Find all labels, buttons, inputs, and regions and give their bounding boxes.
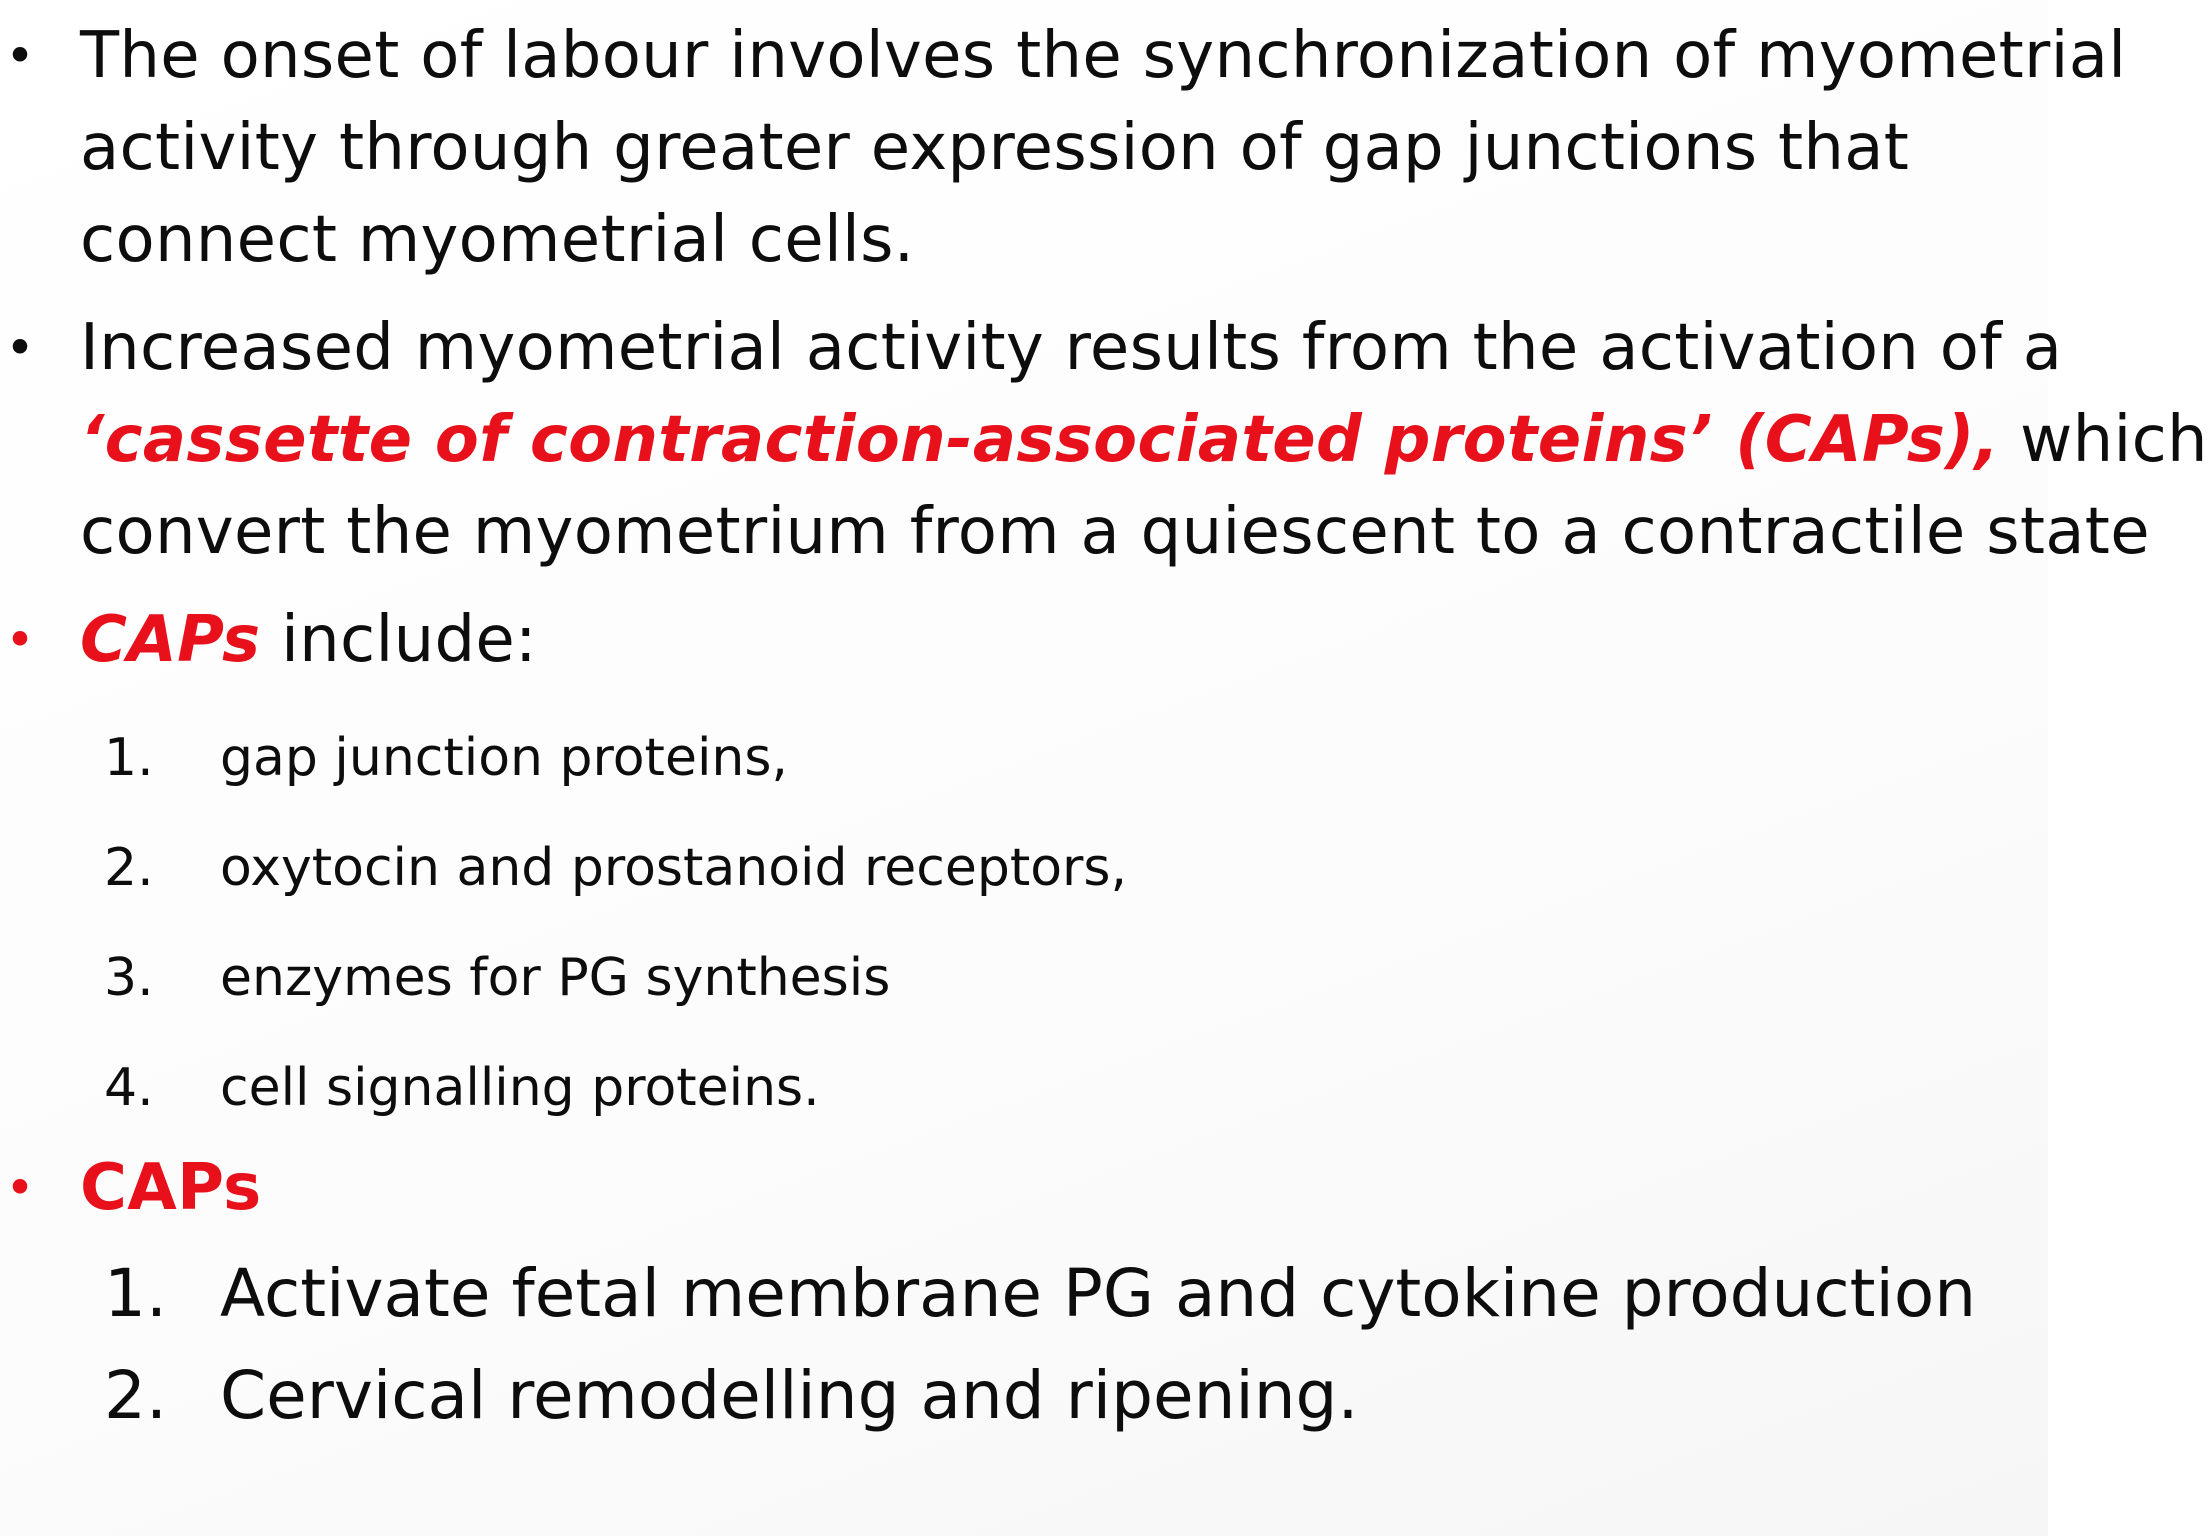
- caps-function-text: Activate fetal membrane PG and cytokine production: [220, 1255, 1977, 1332]
- caps-item-number: 4.: [104, 1058, 154, 1118]
- caps-item-text: cell signalling proteins.: [220, 1058, 820, 1118]
- para2-line2: [80, 394, 2208, 486]
- caps-function-text: Cervical remodelling and ripening.: [220, 1357, 1359, 1434]
- caps-item-number: 3.: [104, 948, 154, 1008]
- bullet-marker-red: •: [5, 1159, 35, 1217]
- caps-item-text: gap junction proteins,: [220, 728, 788, 788]
- caps-definition-highlight: ‘cassette of contraction-associated proteins’ (CAPs),: [80, 403, 2000, 477]
- para1-line1: The onset of labour involves the synchronization of myometrial: [80, 19, 2127, 93]
- para2-line1: Increased myometrial activity results from the activation of a: [80, 311, 2063, 385]
- para3-heading-rest: include:: [260, 603, 537, 677]
- caps-keyword: CAPs: [80, 603, 261, 677]
- caps-function-number: 1.: [104, 1255, 167, 1332]
- para1-line3: connect myometrial cells.: [80, 203, 915, 277]
- bullet-marker: •: [5, 319, 35, 377]
- para4-heading: [80, 1142, 262, 1234]
- caps-keyword: CAPs: [80, 1151, 262, 1225]
- bullet-marker-red: •: [5, 611, 35, 669]
- caps-item-text: enzymes for PG synthesis: [220, 948, 891, 1008]
- caps-function-number: 2.: [104, 1357, 167, 1434]
- caps-item-text: oxytocin and prostanoid receptors,: [220, 838, 1128, 898]
- caps-item-number: 2.: [104, 838, 154, 898]
- para2-line3: convert the myometrium from a quiescent to a contractile state: [80, 495, 2150, 569]
- para3-heading: [80, 594, 537, 686]
- para2-line2-rest: which: [1999, 403, 2208, 477]
- caps-item-number: 1.: [104, 728, 154, 788]
- bullet-marker: •: [5, 27, 35, 85]
- para1-line2: activity through greater expression of gap junctions that: [80, 111, 1910, 185]
